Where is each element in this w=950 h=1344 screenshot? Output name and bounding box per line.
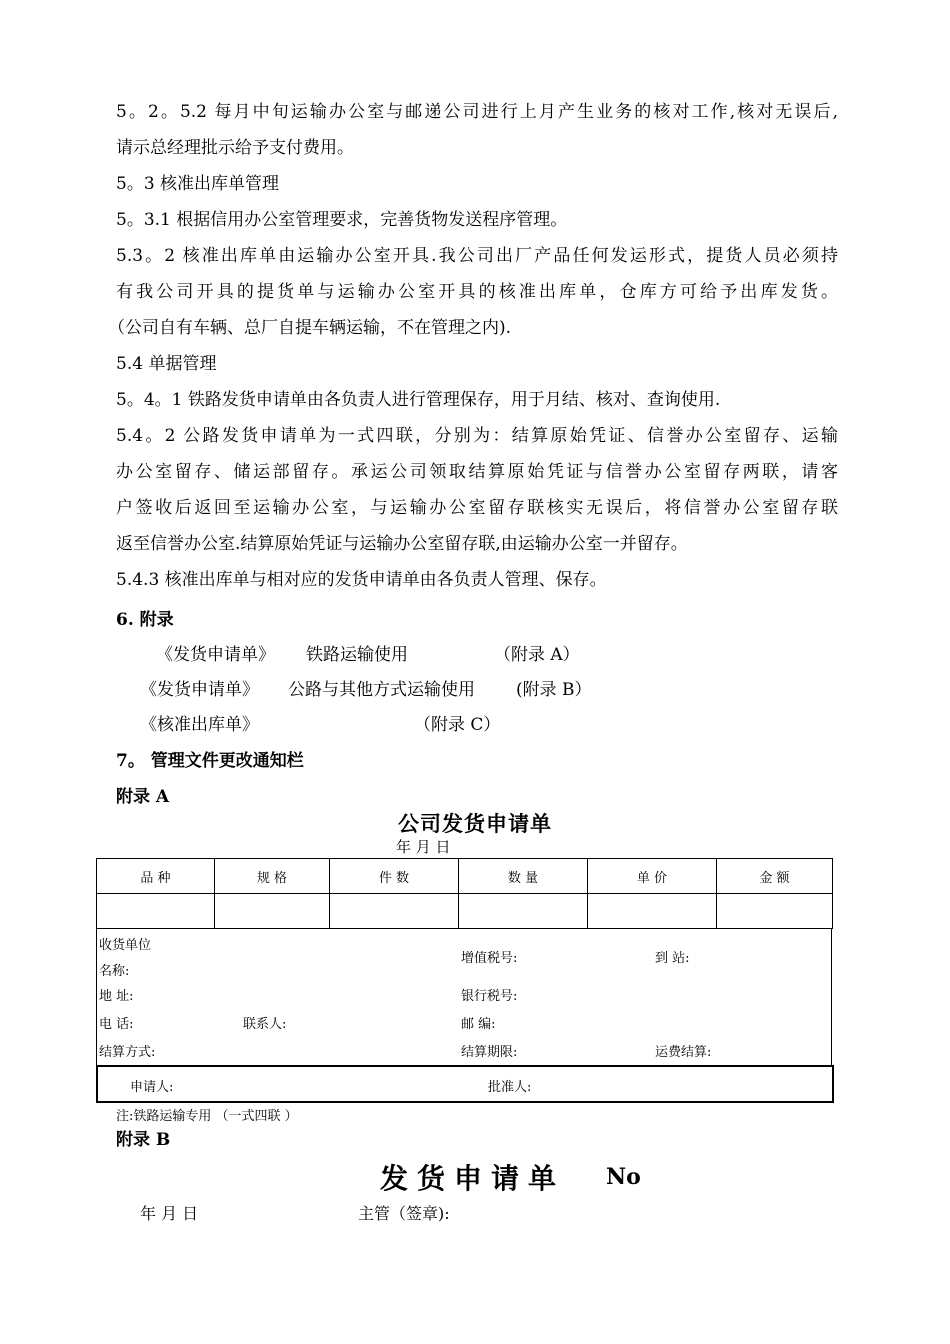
paragraph-5-4-3: 5.4.3 核准出库单与相对应的发货申请单由各负责人管理、保存。 (116, 570, 607, 590)
column-header-spec: 规 格 (215, 859, 330, 894)
appendix-heading: 6. 附录 (116, 610, 174, 630)
section-7-heading: 7。 管理文件更改通知栏 (116, 751, 304, 771)
appendix-b-number-label: No (606, 1164, 641, 1190)
table-cell (330, 894, 459, 929)
column-header-unit-price: 单 价 (588, 859, 717, 894)
paragraph-5-3-2-line2: 有我公司开具的提货单与运输办公室开具的核准出库单，仓库方可给予出库发货。 (116, 282, 838, 302)
table-cell (215, 894, 330, 929)
paragraph-5-2-5-2-line1: 5。2。5.2 每月中旬运输办公室与邮递公司进行上月产生业务的核对工作,核对无误后, (116, 102, 838, 122)
table-cell (588, 894, 717, 929)
heading-5-3: 5。3 核准出库单管理 (116, 174, 280, 194)
column-header-quantity: 数 量 (459, 859, 588, 894)
appendix-item-2-name: 《发货申请单》 (140, 680, 259, 700)
appendix-a-note: 注:铁路运输专用 （一式四联 ） (116, 1109, 298, 1124)
appendix-a-goods-table (96, 858, 833, 929)
field-name: 名称: (99, 964, 130, 979)
heading-5-4: 5.4 单据管理 (116, 354, 217, 374)
paragraph-5-2-5-2-line2: 请示总经理批示给予支付费用。 (116, 138, 354, 158)
appendix-a-label: 附录 A (116, 787, 170, 807)
appendix-a-info-box (96, 929, 832, 1065)
column-header-variety: 品 种 (97, 859, 215, 894)
appendix-item-1-ref: （附录 A） (494, 645, 580, 665)
field-tax-number: 增值税号: (461, 951, 518, 966)
appendix-b-supervisor: 主管（签章): (358, 1204, 450, 1223)
field-bank-number: 银行税号: (461, 989, 518, 1004)
paragraph-5-3-2-line3: （公司自有车辆、总厂自提车辆运输，不在管理之内). (108, 318, 512, 338)
paragraph-5-4-2-line4: 返至信誉办公室.结算原始凭证与运输办公室留存联,由运输办公室一并留存。 (116, 534, 688, 554)
appendix-b-label: 附录 B (116, 1130, 171, 1150)
table-cell (97, 894, 215, 929)
paragraph-5-4-1: 5。4。1 铁路发货申请单由各负责人进行管理保存，用于月结、核对、查询使用. (116, 390, 721, 410)
field-approver: 批准人: (488, 1080, 532, 1095)
paragraph-5-4-2-line2: 办公室留存、储运部留存。承运公司领取结算原始凭证与信誉办公室留存两联，请客 (116, 462, 838, 482)
appendix-item-2-ref: (附录 B） (516, 680, 592, 700)
field-settlement-method: 结算方式: (99, 1045, 156, 1060)
appendix-b-form-title: 发货申请单 (380, 1162, 566, 1195)
field-settlement-period: 结算期限: (461, 1045, 518, 1060)
appendix-item-3-ref: （附录 C） (414, 715, 501, 735)
appendix-a-apply-box (96, 1065, 834, 1103)
paragraph-5-4-2-line1: 5.4。2 公路发货申请单为一式四联，分别为：结算原始凭证、信誉办公室留存、运输 (116, 426, 838, 446)
column-header-pieces: 件 数 (330, 859, 459, 894)
field-phone: 电 话: (99, 1017, 134, 1032)
appendix-item-3-name: 《核准出库单》 (140, 715, 259, 735)
appendix-a-form-title: 公司发货申请单 (398, 811, 552, 836)
field-station: 到 站: (655, 951, 690, 966)
appendix-a-date: 年 月 日 (396, 838, 451, 856)
table-row (97, 894, 833, 929)
appendix-b-date: 年 月 日 (140, 1204, 199, 1223)
column-header-amount: 金 额 (717, 859, 833, 894)
field-freight-settlement: 运费结算: (655, 1045, 712, 1060)
paragraph-5-3-1: 5。3.1 根据信用办公室管理要求，完善货物发送程序管理。 (116, 210, 568, 230)
paragraph-5-3-2-line1: 5.3。2 核准出库单由运输办公室开具.我公司出厂产品任何发运形式，提货人员必须持 (116, 246, 838, 266)
appendix-item-1-usage: 铁路运输使用 (306, 645, 408, 665)
field-applicant: 申请人: (130, 1080, 174, 1095)
field-address: 地 址: (99, 989, 134, 1004)
field-contact: 联系人: (243, 1017, 287, 1032)
appendix-item-2-usage: 公路与其他方式运输使用 (288, 680, 475, 700)
paragraph-5-4-2-line3: 户签收后返回至运输办公室，与运输办公室留存联核实无误后，将信誉办公室留存联 (116, 498, 838, 518)
table-cell (459, 894, 588, 929)
field-receiver-unit: 收货单位 (99, 938, 152, 953)
table-cell (717, 894, 833, 929)
field-postcode: 邮 编: (461, 1017, 496, 1032)
appendix-item-1-name: 《发货申请单》 (156, 645, 275, 665)
